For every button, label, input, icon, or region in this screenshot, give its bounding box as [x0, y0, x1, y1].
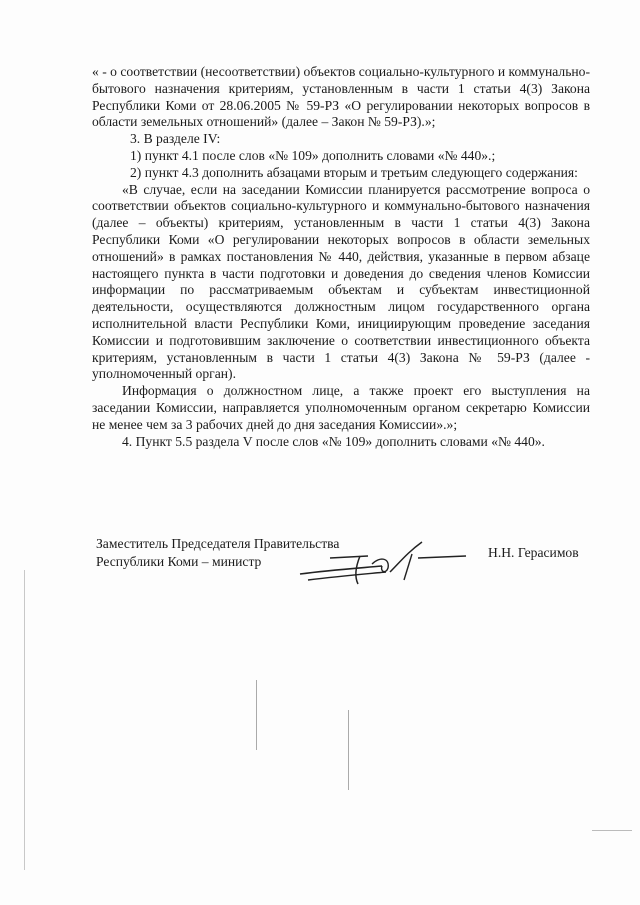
scan-artifact-line [348, 710, 349, 790]
paragraph-quoted-text: «В случае, если на заседании Комиссии планируется рассмотрение вопроса о соответствии объектов социально-культурного и коммунально-бытового назначения (далее – объекты) критериям, установленным в части 1 статьи 4(3) Закона Республики Коми «О регулировании некоторых вопросов в области земельных отношений» в рамках постановления № 440, действия, указанные в первом абзаце настоящего пункта в части подготовки и доведения до сведения членов Комиссии информации по рассматриваемым объектам и субъектам инвестиционной деятельности, осуществляются должностным лицом государственного органа исполнительной власти Республики Коми, инициирующим проведение заседания Комиссии и подготовившим заключение о соответствии инвестиционного объекта критериям, установленным в части 1 статьи 4(3) Закона № 59-РЗ (далее - уполномоченный орган). [92, 181, 590, 382]
handwritten-signature [290, 536, 470, 588]
signatory-name: Н.Н. Герасимов [488, 545, 579, 560]
paragraph-item-2: 2) пункт 4.3 дополнить абзацами вторым и третьим следующего содержания: [130, 164, 578, 180]
scan-artifact-line [24, 570, 25, 870]
document-body [92, 64, 590, 450]
paragraph-information: Информация о должностном лице, а также проект его выступления на заседании Комиссии, направляется уполномоченным органом секретарю Комиссии не менее чем за 3 рабочих дней до дня заседания Комиссии».»; [92, 383, 590, 432]
signatory-position-line-1: Заместитель Председателя Правительства [96, 536, 340, 551]
scan-artifact-line [592, 830, 632, 831]
paragraph-section-iv: 3. В разделе IV: [130, 131, 221, 147]
paragraph-item-4: 4. Пункт 5.5 раздела V после слов «№ 109» дополнить словами «№ 440». [122, 433, 545, 449]
scan-artifact-line [256, 680, 257, 750]
signatory-position-line-2: Республики Коми – министр [96, 554, 262, 569]
paragraph-item-1: 1) пункт 4.1 после слов «№ 109» дополнить словами «№ 440».; [130, 147, 496, 163]
paragraph-definition: « - о соответствии (несоответствии) объектов социально-культурного и коммунально-бытового назначения критериям, установленным в части 1 статьи 4(3) Закона Республики Коми от 28.06.2005 № 59-РЗ «О регулировании некоторых вопросов в области земельных отношений» (далее – Закон № 59-РЗ).»; [92, 64, 590, 130]
